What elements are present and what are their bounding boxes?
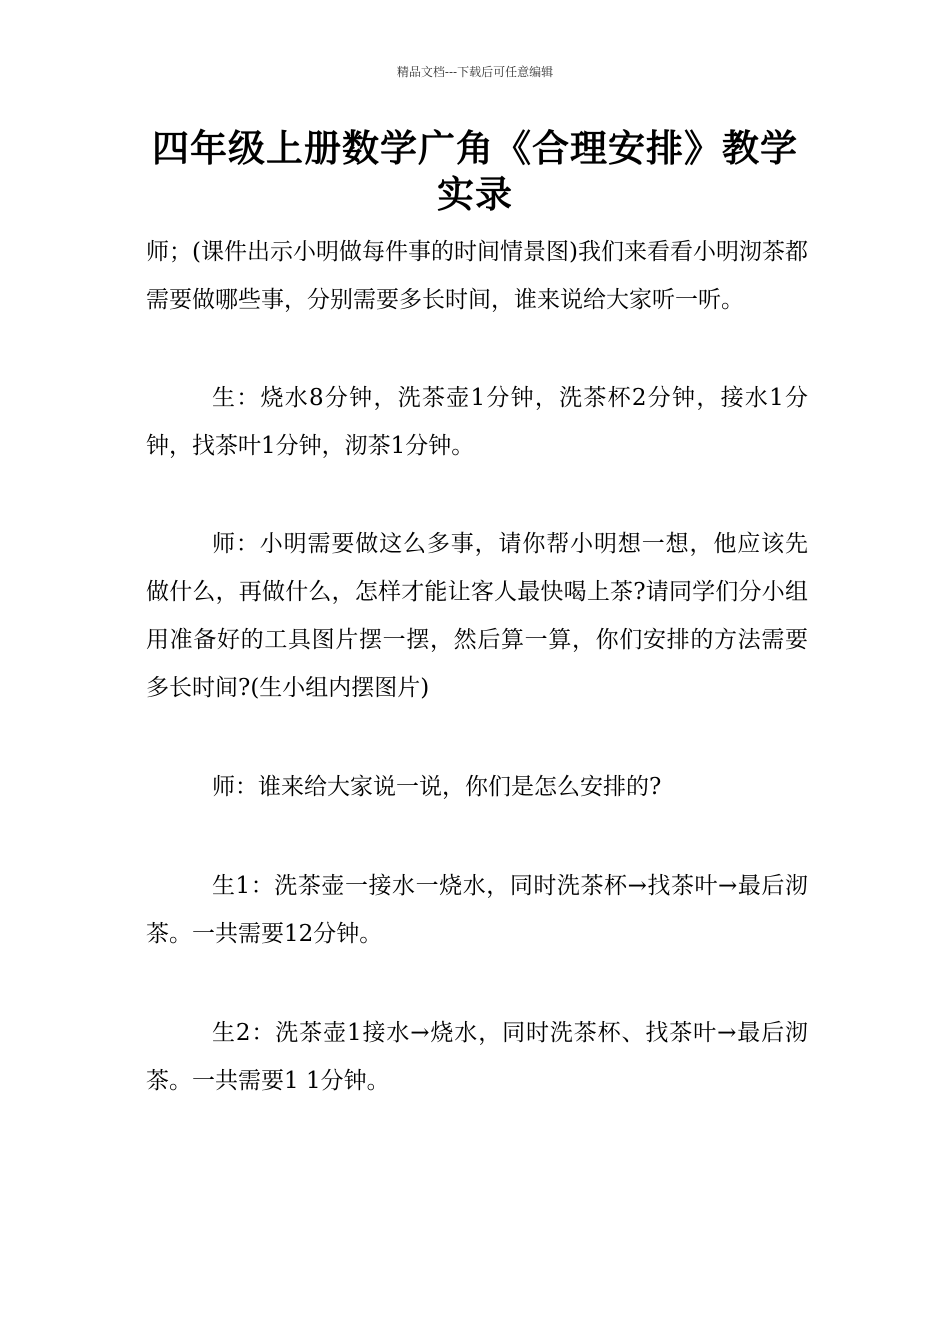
paragraph-teacher-question: 师：小明需要做这么多事，请你帮小明想一想，他应该先做什么，再做什么，怎样才能让客人最快喝上茶?请同学们分小组用准备好的工具图片摆一摆，然后算一算，你们安排的方法需要多长时间?(生小组内摆图片) xyxy=(146,531,808,701)
paragraph-student-1: 生1：洗茶壶一接水一烧水，同时洗茶杯→找茶叶→最后沏茶。一共需要12分钟。 xyxy=(146,873,808,947)
paragraph-teacher-intro: 师；(课件出示小明做每件事的时间情景图)我们来看看小明沏茶都需要做哪些事，分别需要多长时间，谁来说给大家听一听。 xyxy=(146,239,808,313)
document-title: 四年级上册数学广角《合理安排》教学实录 xyxy=(152,127,798,216)
paragraph-student-times: 生：烧水8分钟，洗茶壶1分钟，洗茶杯2分钟，接水1分钟，找茶叶1分钟，沏茶1分钟。 xyxy=(146,385,808,459)
paragraph-teacher-ask: 师：谁来给大家说一说，你们是怎么安排的? xyxy=(212,774,662,800)
paragraph-student-2: 生2：洗茶壶1接水→烧水，同时洗茶杯、找茶叶→最后沏茶。一共需要1 1分钟。 xyxy=(146,1020,808,1094)
header-note: 精品文档---下载后可任意编辑 xyxy=(396,65,554,79)
document-body xyxy=(146,228,808,1105)
